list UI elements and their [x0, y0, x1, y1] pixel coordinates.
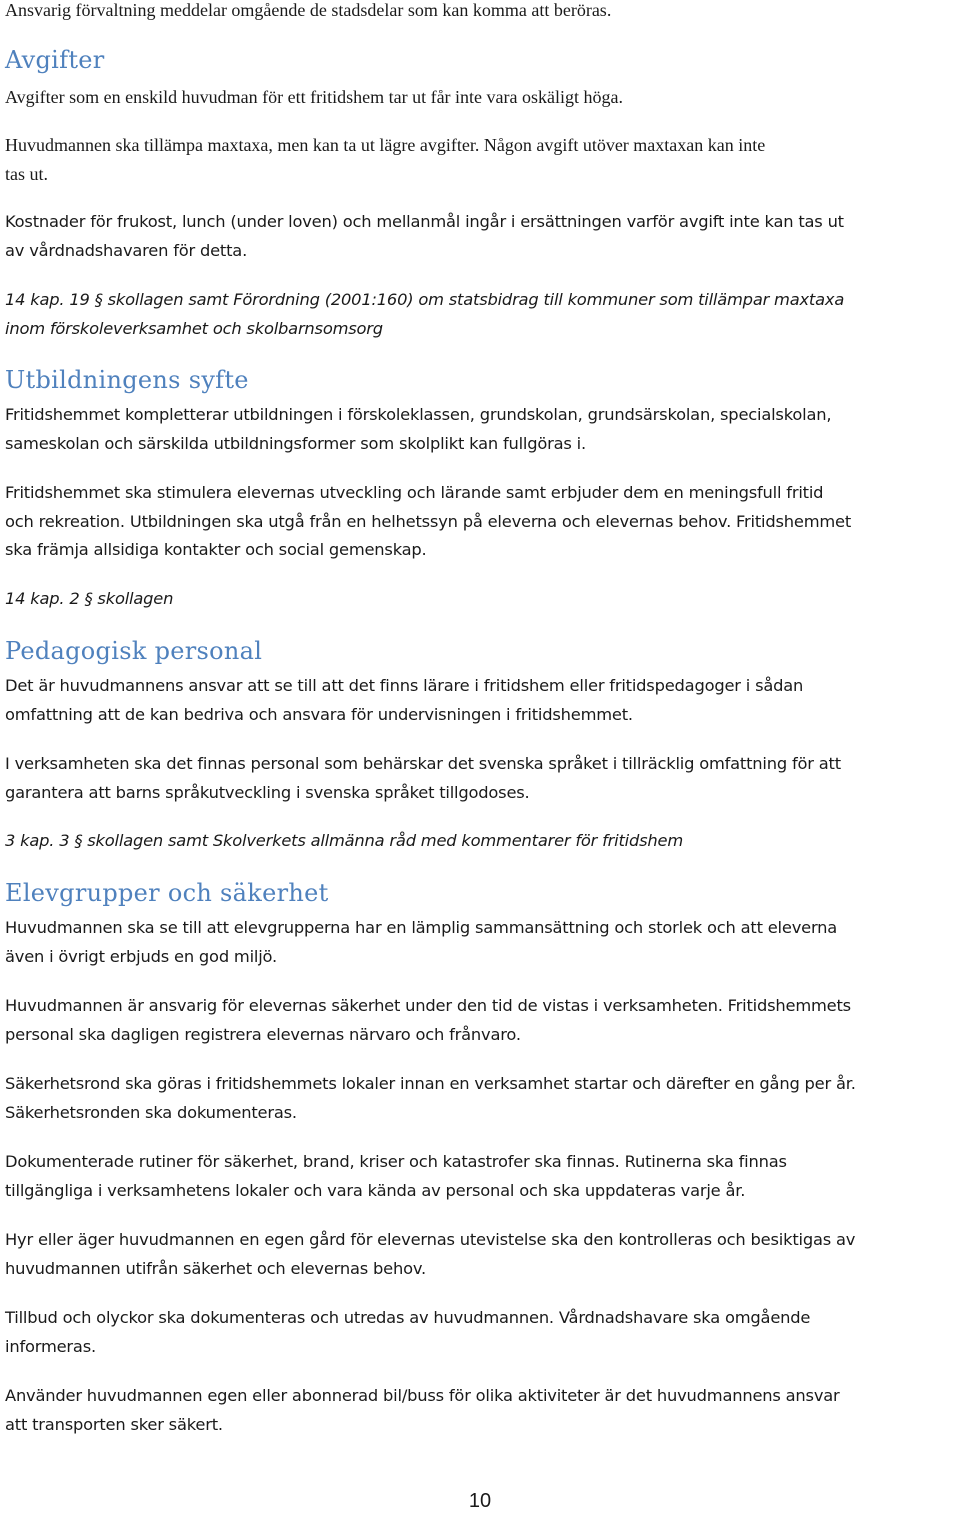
personal-legal-reference: 3 kap. 3 § skollagen samt Skolverkets allmänna råd med kommentarer för fritidshem: [5, 831, 684, 850]
syfte-paragraph-1-line-1: Fritidshemmet kompletterar utbildningen i förskoleklassen, grundskolan, grundsärskolan, specialskolan,: [5, 405, 832, 424]
sakerhet-paragraph-6-line-1: Tillbud och olyckor ska dokumenteras och utredas av huvudmannen. Vårdnadshavare ska omgående: [5, 1308, 811, 1327]
sakerhet-paragraph-1-line-1: Huvudmannen ska se till att elevgrupperna har en lämplig sammansättning och storlek och att eleverna: [5, 918, 838, 937]
sakerhet-paragraph-4-line-1: Dokumenterade rutiner för säkerhet, brand, kriser och katastrofer ska finnas. Rutinerna ska finnas: [5, 1152, 787, 1171]
sakerhet-paragraph-7: [5, 1382, 840, 1439]
sakerhet-paragraph-2: [5, 992, 851, 1049]
personal-paragraph-1: [5, 672, 803, 729]
syfte-paragraph-2-line-3: ska främja allsidiga kontakter och social gemenskap.: [5, 540, 427, 559]
heading-avgifter: Avgifter: [5, 46, 105, 74]
sakerhet-paragraph-5: [5, 1226, 855, 1283]
avgifter-paragraph-2-line-1: Huvudmannen ska tillämpa maxtaxa, men kan ta ut lägre avgifter. Någon avgift utöver maxtaxan kan inte: [5, 135, 766, 155]
syfte-paragraph-1: [5, 401, 831, 458]
sakerhet-paragraph-5-line-2: huvudmannen utifrån säkerhet och elevernas behov.: [5, 1258, 427, 1278]
sakerhet-paragraph-3: [5, 1070, 856, 1127]
syfte-paragraph-2: [5, 479, 851, 565]
avgifter-reference-line-1: 14 kap. 19 § skollagen samt Förordning (2001:160) om statsbidrag till kommuner som tillämpar maxtaxa: [5, 290, 845, 309]
syfte-paragraph-2-line-2: och rekreation. Utbildningen ska utgå från en helhetssyn på eleverna och elevernas behov. Fritidshemmet: [5, 511, 852, 531]
sakerhet-paragraph-7-line-1: Använder huvudmannen egen eller abonnerad bil/buss för olika aktiviteter är det huvudmannens ansvar: [5, 1386, 840, 1405]
sakerhet-paragraph-1: [5, 914, 837, 971]
page-number: 10: [468, 1490, 492, 1512]
avgifter-paragraph-2-line-2: tas ut.: [5, 163, 48, 184]
personal-paragraph-1-line-1: Det är huvudmannens ansvar att se till att det finns lärare i fritidshem eller fritidspedagoger i sådan: [5, 676, 804, 695]
sakerhet-paragraph-7-line-2: att transporten sker säkert.: [5, 1414, 223, 1434]
avgifter-paragraph-3: [5, 208, 844, 265]
personal-paragraph-2: [5, 750, 841, 807]
sakerhet-paragraph-6: [5, 1304, 810, 1361]
sakerhet-paragraph-3-line-2: Säkerhetsronden ska dokumenteras.: [5, 1102, 297, 1122]
sakerhet-paragraph-3-line-1: Säkerhetsrond ska göras i fritidshemmets lokaler innan en verksamhet startar och därefter en gång per år.: [5, 1074, 856, 1093]
syfte-legal-reference: 14 kap. 2 § skollagen: [5, 589, 174, 608]
avgifter-legal-reference: [5, 286, 844, 343]
personal-paragraph-2-line-2: garantera att barns språkutveckling i svenska språket tillgodoses.: [5, 782, 530, 802]
sakerhet-paragraph-4-line-2: tillgängliga i verksamhetens lokaler och vara kända av personal och ska uppdateras varje år.: [5, 1180, 746, 1200]
avgifter-paragraph-2: [5, 131, 765, 188]
avgifter-paragraph-1: Avgifter som en enskild huvudman för ett fritidshem tar ut får inte vara oskäligt höga.: [5, 87, 624, 107]
sakerhet-paragraph-1-line-2: även i övrigt erbjuds en god miljö.: [5, 946, 278, 966]
syfte-paragraph-1-line-2: sameskolan och särskilda utbildningsformer som skolplikt kan fullgöras i.: [5, 433, 586, 453]
personal-paragraph-1-line-2: omfattning att de kan bedriva och ansvara för undervisningen i fritidshemmet.: [5, 704, 633, 724]
syfte-paragraph-2-line-1: Fritidshemmet ska stimulera elevernas utveckling och lärande samt erbjuder dem en meningsfull fritid: [5, 483, 824, 502]
avgifter-paragraph-3-line-2: av vårdnadshavaren för detta.: [5, 240, 248, 260]
sakerhet-paragraph-4: [5, 1148, 787, 1205]
personal-paragraph-2-line-1: I verksamheten ska det finnas personal som behärskar det svenska språket i tillräcklig omfattning för att: [5, 754, 841, 773]
heading-elevgrupper-och-sakerhet: Elevgrupper och säkerhet: [5, 879, 329, 907]
intro-line: Ansvarig förvaltning meddelar omgående de stadsdelar som kan komma att beröras.: [5, 0, 612, 20]
heading-pedagogisk-personal: Pedagogisk personal: [5, 637, 263, 665]
heading-utbildningens-syfte: Utbildningens syfte: [5, 366, 249, 394]
sakerhet-paragraph-6-line-2: informeras.: [5, 1336, 96, 1356]
avgifter-paragraph-3-line-1: Kostnader för frukost, lunch (under loven) och mellanmål ingår i ersättningen varför avgift inte kan tas ut: [5, 212, 844, 231]
sakerhet-paragraph-2-line-2: personal ska dagligen registrera elevernas närvaro och frånvaro.: [5, 1024, 521, 1044]
avgifter-reference-line-2: inom förskoleverksamhet och skolbarnsomsorg: [5, 318, 383, 338]
sakerhet-paragraph-5-line-1: Hyr eller äger huvudmannen en egen gård för elevernas utevistelse ska den kontrolleras och besiktigas av: [5, 1230, 856, 1249]
sakerhet-paragraph-2-line-1: Huvudmannen är ansvarig för elevernas säkerhet under den tid de vistas i verksamheten. Fritidshemmets: [5, 996, 851, 1015]
